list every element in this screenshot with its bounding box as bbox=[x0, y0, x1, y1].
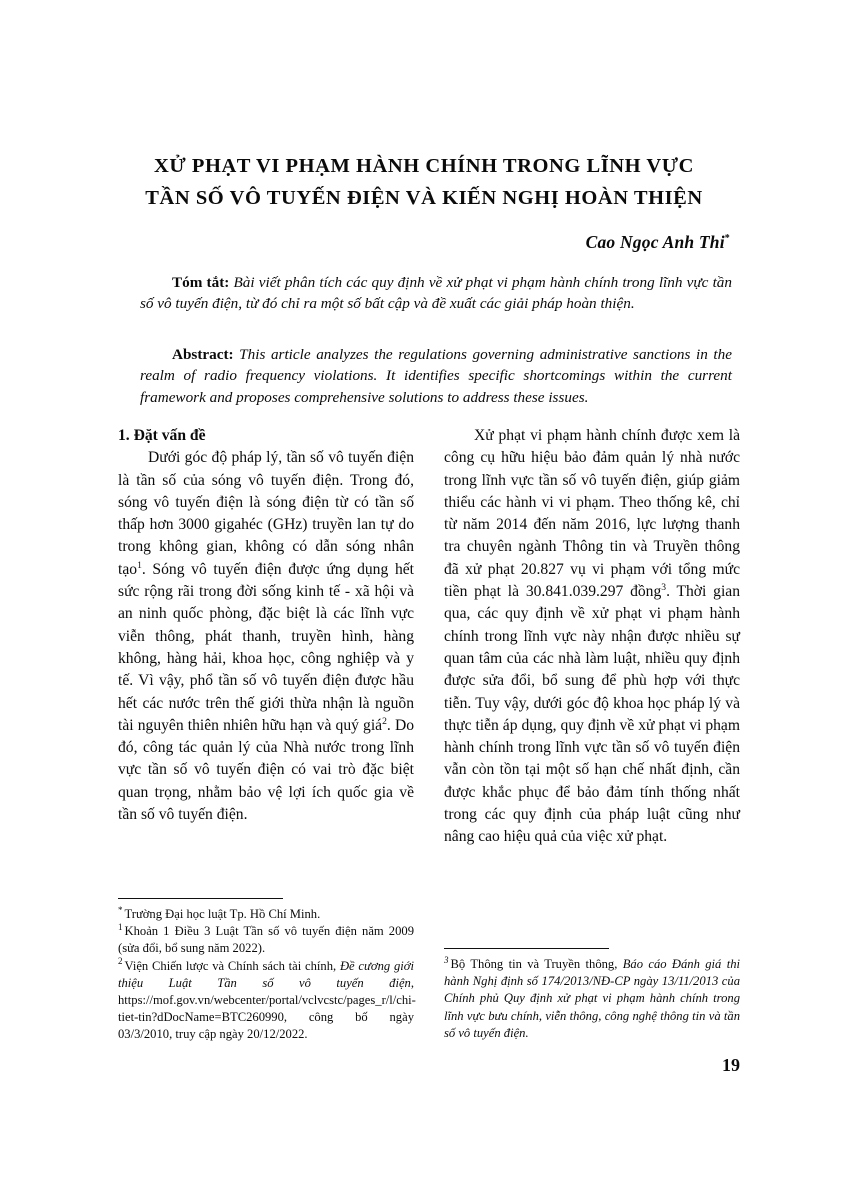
author-footnote-marker: * bbox=[724, 233, 730, 245]
footnote-2-text-after: , https://mof.gov.vn/webcenter/portal/vclvcstc/pages_r/l/chi-tiet-tin?dDocName=BTC260990, công bố ngày 03/3/2010, truy cập ngày 20/12/2022. bbox=[118, 975, 416, 1042]
title-line-1: XỬ PHẠT VI PHẠM HÀNH CHÍNH TRONG LĨNH VỰC bbox=[153, 155, 694, 177]
footnote-2-marker: 2 bbox=[118, 956, 123, 967]
footnote-3 bbox=[444, 956, 740, 1042]
abstract-english-text: This article analyzes the regulations governing administrative sanctions in the realm of radio frequency violations. It identifies specific shortcomings within the current framework and proposes comprehensive solutions to address these issues. bbox=[140, 346, 732, 406]
abstract-english-label: Abstract: bbox=[172, 346, 234, 363]
title-line-2: TẦN SỐ VÔ TUYẾN ĐIỆN VÀ KIẾN NGHỊ HOÀN THIỆN bbox=[145, 187, 703, 209]
author-name: Cao Ngọc Anh Thi bbox=[585, 232, 725, 252]
footnote-3-text-before: Bộ Thông tin và Truyền thông, bbox=[450, 957, 623, 971]
footnote-star-marker: * bbox=[118, 904, 123, 915]
footnote-separator-left bbox=[118, 898, 283, 899]
abstract-english bbox=[140, 344, 732, 408]
footnote-ref-3: 3 bbox=[661, 581, 667, 593]
footnote-2 bbox=[118, 958, 414, 1044]
paragraph-left-1-part1: Dưới góc độ pháp lý, tần số vô tuyến điện là tần số của sóng vô tuyến điện. Trong đó, sóng vô tuyến điện là sóng điện từ có tần số thấp hơn 3000 gigahéc (GHz) truyền lan tự do trong không gian, không có dẫn sóng nhân tạo bbox=[118, 449, 414, 578]
abstract-vietnamese bbox=[140, 272, 732, 315]
footnote-ref-1: 1 bbox=[137, 559, 142, 571]
footnote-1-text: Khoản 1 Điều 3 Luật Tần số vô tuyến điện năm 2009 (sửa đổi, bổ sung năm 2022). bbox=[118, 924, 414, 956]
paragraph-right-1-part2: . Thời gian qua, các quy định về xử phạt vi phạm hành chính trong lĩnh vực này nhận được nhiều sự quan tâm của các nhà làm luật, nhiều quy định được sửa đổi, bổ sung để phù hợp với thực tiễn. Tuy vậy, dưới góc độ khoa học pháp lý và thực tiễn áp dụng, quy định về xử phạt vi phạm hành chính trong lĩnh vực tần số vô tuyến điện vẫn còn tồn tại một số hạn chế nhất định, cần được khắc phục để bảo đảm tính thống nhất trong các quy định của pháp luật cũng như nâng cao hiệu quả của việc xử phạt. bbox=[444, 583, 740, 846]
paragraph-left-1 bbox=[118, 447, 414, 826]
footnote-1 bbox=[118, 923, 414, 957]
paragraph-right-1-part1: Xử phạt vi phạm hành chính được xem là công cụ hữu hiệu bảo đảm quản lý nhà nước trong lĩnh vực tần số vô tuyến điện, giúp giảm thiểu các hành vi vi phạm. Theo thống kê, chỉ từ năm 2014 đến năm 2016, lực lượng thanh tra chuyên ngành Thông tin và Truyền thông đã xử phạt 20.827 vụ vi phạm với tổng mức tiền phạt là 30.841.039.297 đồng bbox=[444, 427, 740, 601]
body-column-left bbox=[118, 425, 414, 826]
footnote-1-marker: 1 bbox=[118, 922, 123, 933]
footnote-2-title: Đề cương giới thiệu Luật Tần số vô tuyến điện bbox=[118, 958, 414, 990]
footnote-star bbox=[118, 906, 414, 923]
footnote-3-marker: 3 bbox=[444, 954, 449, 965]
footnote-ref-2: 2 bbox=[382, 715, 387, 727]
footnotes-left bbox=[118, 898, 414, 1044]
author-byline bbox=[118, 232, 730, 253]
footnotes-right bbox=[444, 948, 740, 1042]
abstract-vietnamese-label: Tóm tắt: bbox=[172, 274, 230, 291]
body-column-right bbox=[444, 425, 740, 849]
footnote-3-title: Báo cáo Đánh giá thi hành Nghị định số 174/2013/NĐ-CP ngày 13/11/2013 của Chính phủ Quy định xử phạt vi phạm hành chính trong lĩnh vực bưu chính, viễn thông, công nghệ thông tin và tần số vô tuyến điện. bbox=[444, 957, 740, 1040]
page-title bbox=[118, 150, 730, 214]
footnote-2-text-before: Viện Chiến lược và Chính sách tài chính, bbox=[124, 958, 340, 973]
abstract-vietnamese-text: Bài viết phân tích các quy định về xử phạt vi phạm hành chính trong lĩnh vực tần số vô tuyến điện, từ đó chỉ ra một số bất cập và đề xuất các giải pháp hoàn thiện. bbox=[140, 274, 732, 313]
paragraph-left-1-part3: . Do đó, công tác quản lý của Nhà nước trong lĩnh vực tần số vô tuyến điện có vai trò đặc biệt quan trọng, nhằm bảo vệ lợi ích quốc gia về tần số vô tuyến điện. bbox=[118, 716, 414, 824]
paragraph-right-1 bbox=[444, 425, 740, 849]
section-heading-1: 1. Đặt vấn đề bbox=[118, 427, 206, 444]
page-number: 19 bbox=[722, 1055, 740, 1075]
footnote-star-text: Trường Đại học luật Tp. Hồ Chí Minh. bbox=[124, 907, 321, 921]
paragraph-left-1-part2: . Sóng vô tuyến điện được ứng dụng hết sức rộng rãi trong đời sống kinh tế - xã hội và an ninh quốc phòng, đặc biệt là các lĩnh vực viễn thông, phát thanh, truyền hình, hàng không, hàng hải, khoa học, công nghiệp và y tế. Vì vậy, phổ tần số vô tuyến điện được hầu hết các nước trên thế giới thừa nhận là nguồn tài nguyên thiên nhiên hữu hạn và quý giá bbox=[118, 560, 414, 734]
footnote-separator-right bbox=[444, 948, 609, 949]
